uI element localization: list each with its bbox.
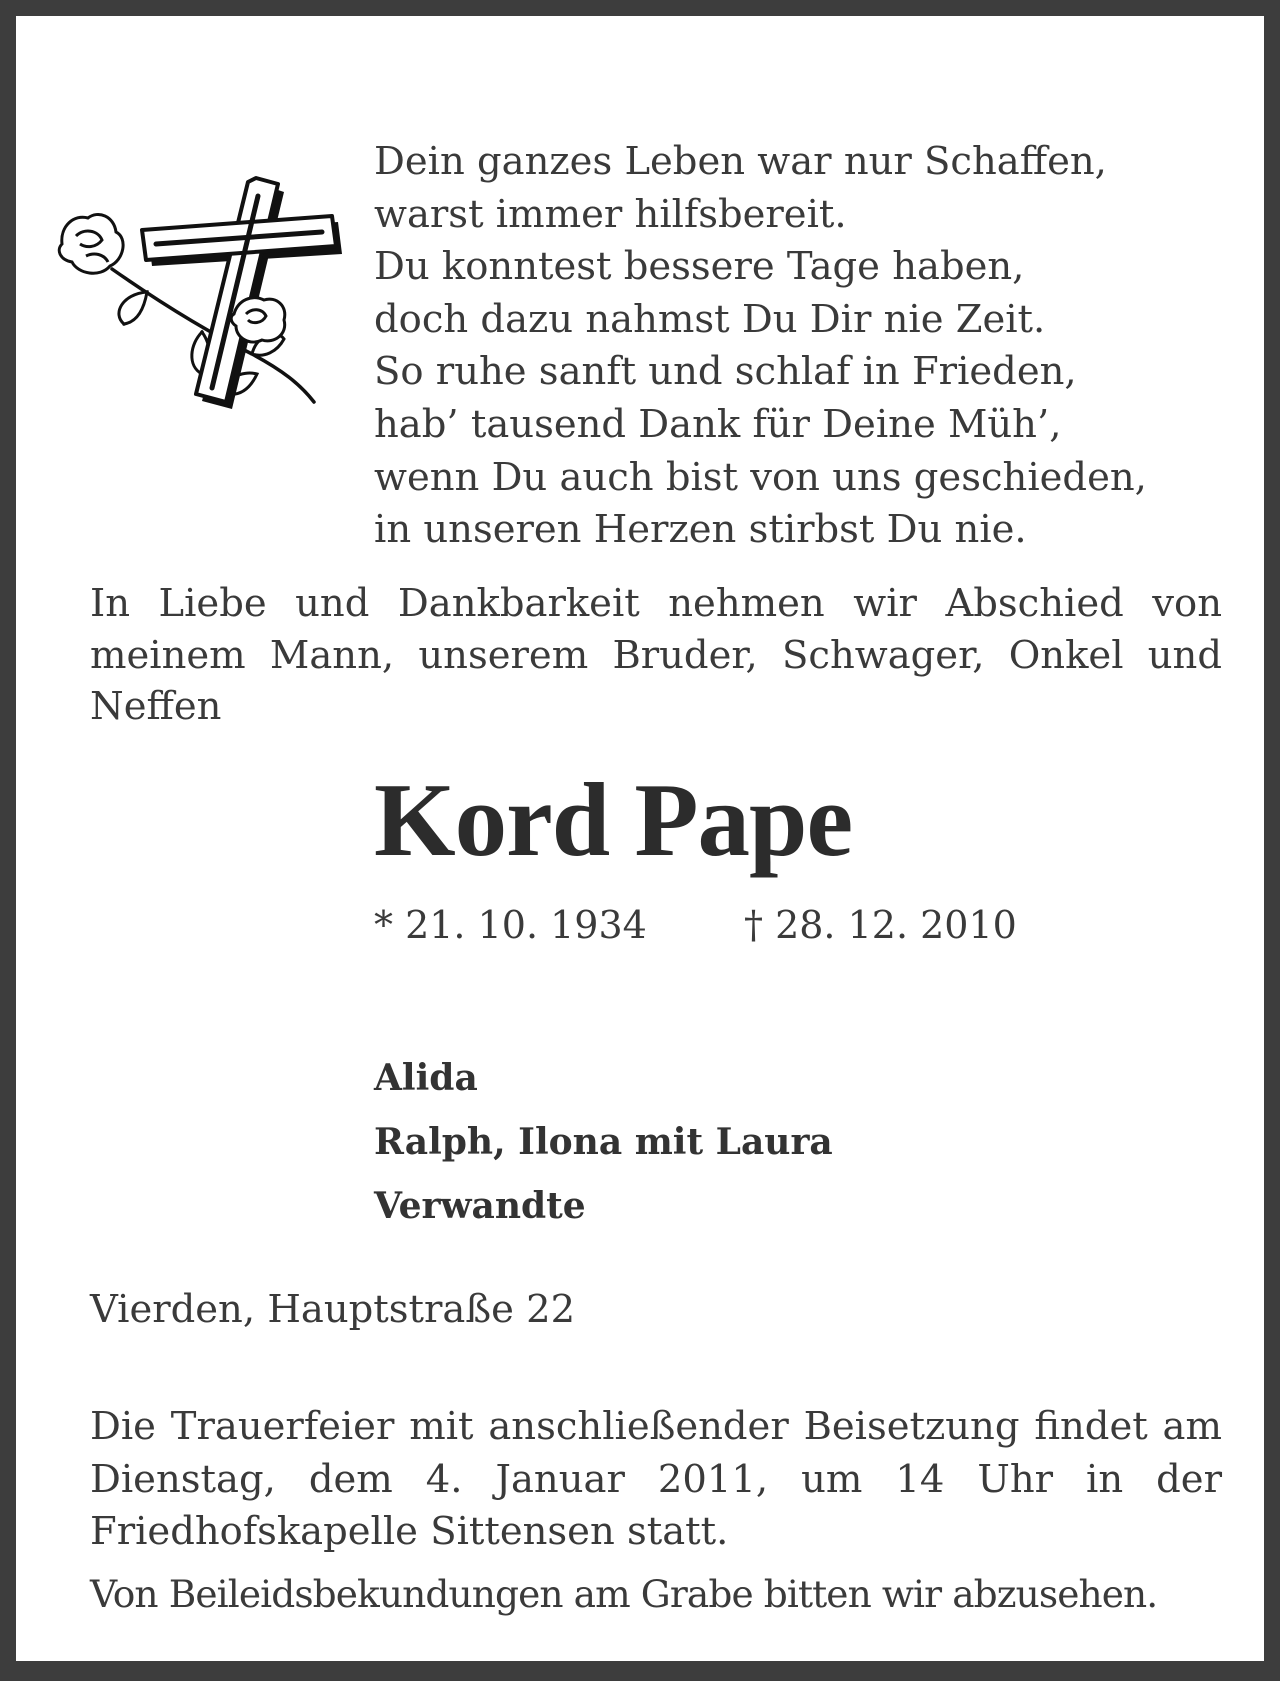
poem-line: So ruhe sanft und schlaf in Frieden, [374, 349, 1077, 395]
condolence-request: Von Beileidsbekundungen am Grabe bitten wir abzusehen. [90, 1572, 1158, 1616]
poem-line: hab’ tausend Dank für Deine Müh’, [374, 401, 1062, 447]
cross-with-roses-icon [52, 174, 342, 424]
mourner: Verwandte [374, 1185, 586, 1227]
poem-line: wenn Du auch bist von uns geschieden, [374, 454, 1147, 500]
poem-line: Dein ganzes Leben war nur Schaffen, [374, 139, 1107, 184]
poem-line: warst immer hilfsbereit. [374, 191, 847, 237]
mourner: Ralph, Ilona mit Laura [374, 1121, 833, 1163]
life-dates [374, 902, 1017, 948]
deceased-name: Kord Pape [374, 761, 853, 878]
address: Vierden, Hauptstraße 22 [90, 1287, 576, 1332]
poem-line: doch dazu nahmst Du Dir nie Zeit. [374, 296, 1046, 342]
mourners-list [374, 1046, 833, 1238]
intro-text: In Liebe und Dankbarkeit nehmen wir Abschied von meinem Mann, unserem Bruder, Schwager, Onkel und Neffen [90, 581, 1222, 729]
mourner: Alida [374, 1057, 478, 1099]
death-date: † 28. 12. 2010 [744, 903, 1017, 947]
funeral-service-info: Die Trauerfeier mit anschließender Beisetzung findet am Dienstag, dem 4. Januar 2011, um 14 Uhr in der Friedhofskapelle Sittensen statt. [90, 1404, 1222, 1554]
poem-line: Du konntest bessere Tage haben, [374, 244, 1025, 290]
birth-date: * 21. 10. 1934 [374, 903, 647, 947]
poem [374, 136, 1234, 557]
poem-line: in unseren Herzen stirbst Du nie. [374, 507, 1027, 553]
